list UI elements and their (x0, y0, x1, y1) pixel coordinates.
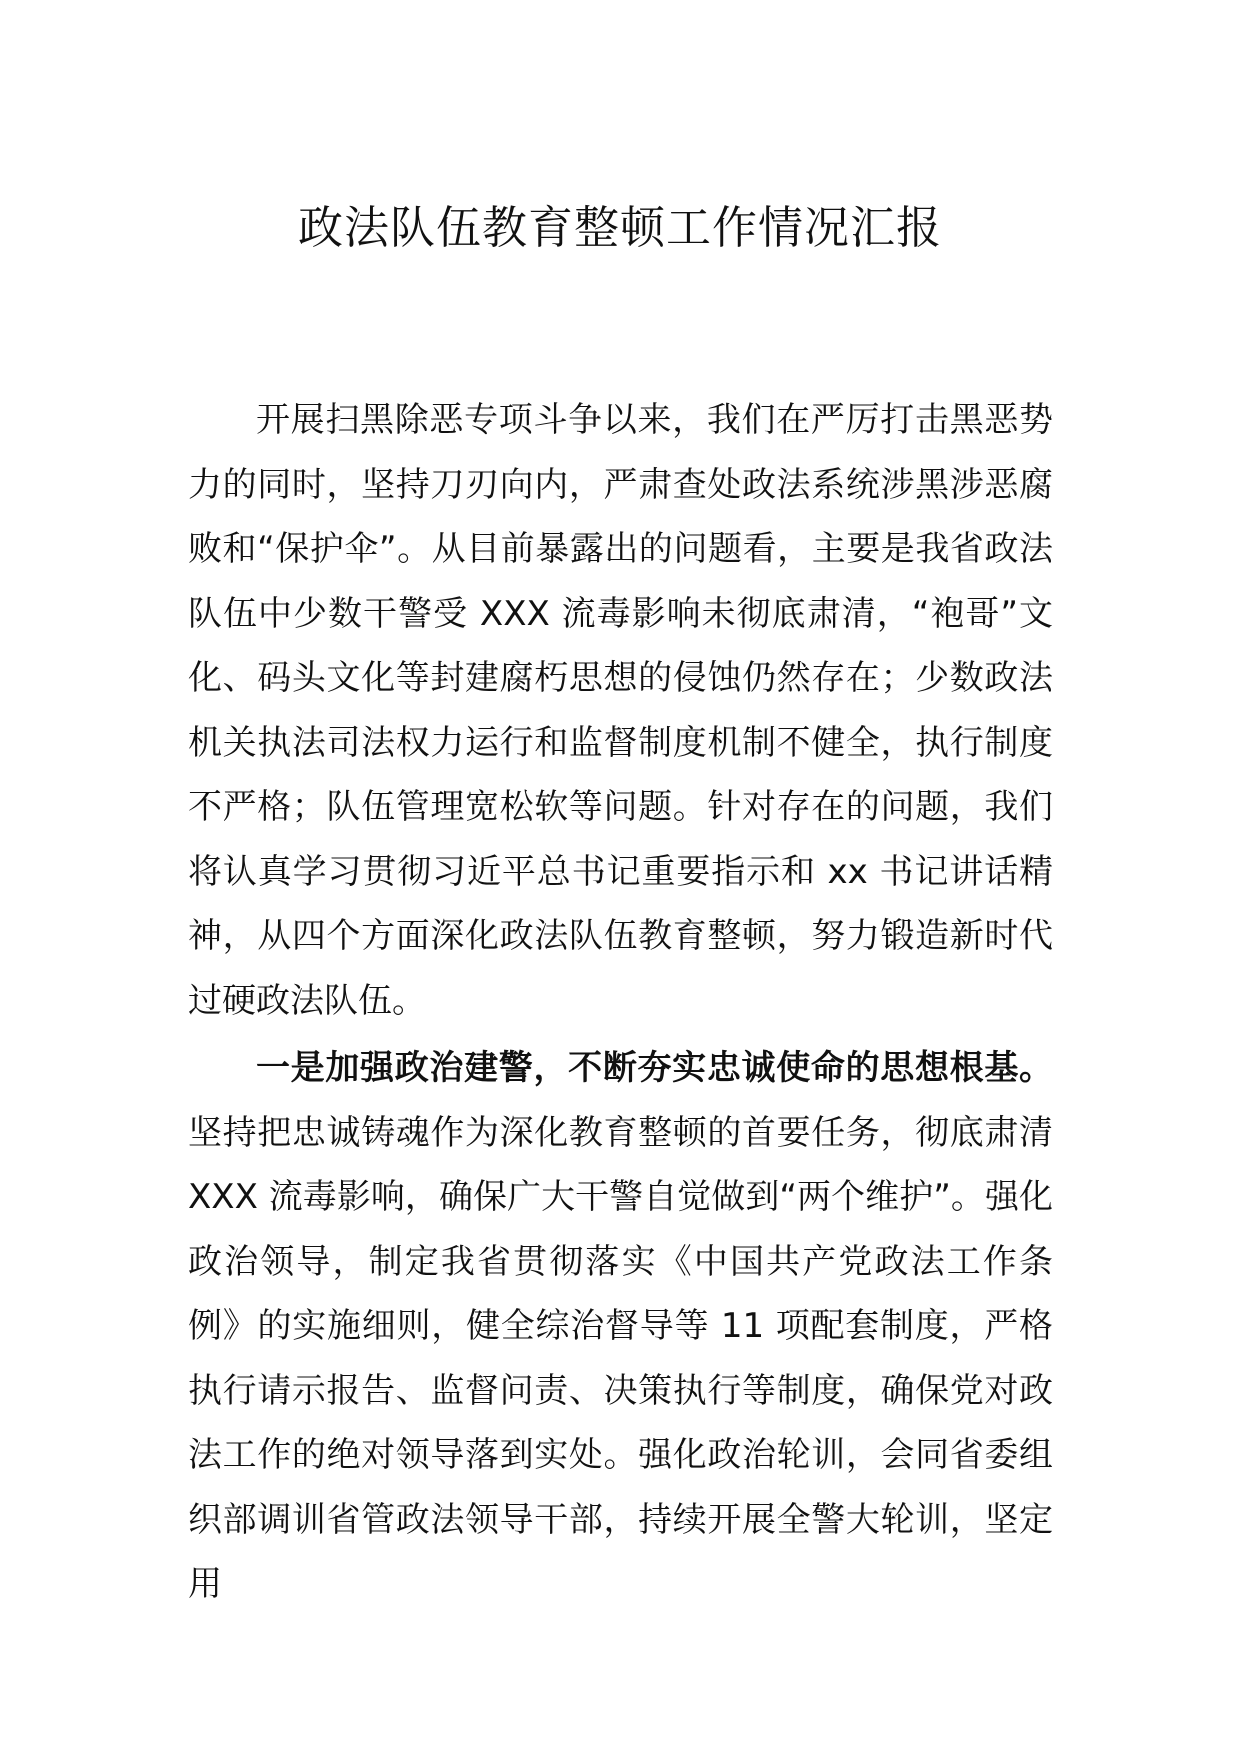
paragraph-point-one-text: 坚持把忠诚铸魂作为深化教育整顿的首要任务，彻底肃清 XXX 流毒影响，确保广大干警自觉做到“两个维护”。强化政治领导，制定我省贯彻落实《中国共产党政法工作条例》的实施细则，健全综治督导等 11 项配套制度，严格执行请示报告、监督问责、决策执行等制度，确保党对政法工作的绝对领导落到实处。强化政治轮训，会同省委组织部调训省管政法领导干部，持续开展全警大轮训，坚定用 (188, 1112, 1053, 1604)
paragraph-point-one-heading: 一是加强政治建警，不断夯实忠诚使命的思想根基。 (256, 1048, 1053, 1088)
paragraph-intro-text: 开展扫黑除恶专项斗争以来，我们在严厉打击黑恶势力的同时，坚持刀刃向内，严肃查处政法系统涉黑涉恶腐败和“保护伞”。从目前暴露出的问题看，主要是我省政法队伍中少数干警受 XXX 流毒影响未彻底肃清，“袍哥”文化、码头文化等封建腐朽思想的侵蚀仍然存在；少数政法机关执法司法权力运行和监督制度机制不健全，执行制度不严格；队伍管理宽松软等问题。针对存在的问题，我们将认真学习贯彻习近平总书记重要指示和 xx 书记讲话精神，从四个方面深化政法队伍教育整顿，努力锻造新时代过硬政法队伍。 (188, 400, 1053, 1021)
paragraph-intro (188, 388, 1053, 1033)
document-body (188, 388, 1053, 1617)
paragraph-point-one (188, 1036, 1053, 1617)
document-title: 政法队伍教育整顿工作情况汇报 (297, 201, 942, 254)
